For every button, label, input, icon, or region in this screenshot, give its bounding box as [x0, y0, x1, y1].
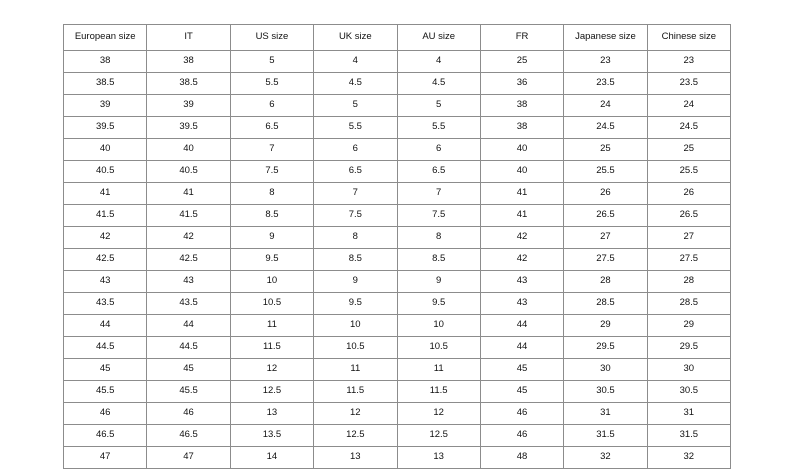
- table-cell: 38.5: [147, 73, 230, 95]
- table-cell: 12.5: [397, 425, 480, 447]
- table-cell: 27: [647, 227, 730, 249]
- table-cell: 42: [64, 227, 147, 249]
- table-cell: 8.5: [397, 249, 480, 271]
- table-cell: 12: [397, 403, 480, 425]
- table-cell: 45: [480, 381, 563, 403]
- size-conversion-table-container: [63, 24, 731, 469]
- table-row: [64, 73, 731, 95]
- table-row: [64, 205, 731, 227]
- table-cell: 23.5: [564, 73, 647, 95]
- table-cell: 46.5: [64, 425, 147, 447]
- table-cell: 29.5: [647, 337, 730, 359]
- table-cell: 31: [564, 403, 647, 425]
- table-cell: 26: [647, 183, 730, 205]
- table-cell: 23: [564, 51, 647, 73]
- table-cell: 46.5: [147, 425, 230, 447]
- table-cell: 4.5: [397, 73, 480, 95]
- table-cell: 38: [147, 51, 230, 73]
- table-cell: 9: [314, 271, 397, 293]
- table-cell: 45.5: [147, 381, 230, 403]
- table-cell: 31: [647, 403, 730, 425]
- table-cell: 10.5: [314, 337, 397, 359]
- table-cell: 4: [397, 51, 480, 73]
- table-cell: 10.5: [397, 337, 480, 359]
- table-cell: 28.5: [564, 293, 647, 315]
- table-row: [64, 271, 731, 293]
- table-cell: 5: [314, 95, 397, 117]
- table-cell: 7: [397, 183, 480, 205]
- table-cell: 7: [314, 183, 397, 205]
- table-row: [64, 403, 731, 425]
- table-cell: 46: [480, 425, 563, 447]
- table-cell: 43: [147, 271, 230, 293]
- table-row: [64, 337, 731, 359]
- column-header: UK size: [314, 25, 397, 51]
- table-cell: 7.5: [314, 205, 397, 227]
- table-cell: 38: [480, 117, 563, 139]
- table-cell: 41: [480, 183, 563, 205]
- table-cell: 30.5: [564, 381, 647, 403]
- table-cell: 14: [230, 447, 313, 469]
- table-cell: 25: [647, 139, 730, 161]
- table-cell: 6.5: [397, 161, 480, 183]
- column-header: Japanese size: [564, 25, 647, 51]
- table-row: [64, 139, 731, 161]
- table-cell: 26.5: [564, 205, 647, 227]
- table-cell: 44.5: [147, 337, 230, 359]
- table-cell: 9: [397, 271, 480, 293]
- table-cell: 40.5: [64, 161, 147, 183]
- table-cell: 40: [480, 139, 563, 161]
- table-cell: 25.5: [647, 161, 730, 183]
- table-cell: 38.5: [64, 73, 147, 95]
- table-cell: 39: [147, 95, 230, 117]
- table-cell: 42.5: [147, 249, 230, 271]
- table-cell: 25: [564, 139, 647, 161]
- table-row: [64, 183, 731, 205]
- table-cell: 46: [480, 403, 563, 425]
- table-cell: 5.5: [314, 117, 397, 139]
- table-cell: 42.5: [64, 249, 147, 271]
- table-cell: 6: [230, 95, 313, 117]
- table-row: [64, 359, 731, 381]
- table-row: [64, 95, 731, 117]
- table-cell: 6.5: [314, 161, 397, 183]
- table-cell: 29: [647, 315, 730, 337]
- table-row: [64, 315, 731, 337]
- table-cell: 29.5: [564, 337, 647, 359]
- table-cell: 24: [647, 95, 730, 117]
- table-row: [64, 249, 731, 271]
- table-row: [64, 381, 731, 403]
- table-cell: 44: [480, 337, 563, 359]
- table-cell: 48: [480, 447, 563, 469]
- table-cell: 10: [314, 315, 397, 337]
- table-cell: 40: [480, 161, 563, 183]
- table-cell: 5: [230, 51, 313, 73]
- table-cell: 24.5: [647, 117, 730, 139]
- table-row: [64, 293, 731, 315]
- column-header: US size: [230, 25, 313, 51]
- table-cell: 42: [480, 249, 563, 271]
- table-cell: 23.5: [647, 73, 730, 95]
- table-cell: 11.5: [314, 381, 397, 403]
- table-row: [64, 117, 731, 139]
- table-cell: 24.5: [564, 117, 647, 139]
- table-cell: 11.5: [397, 381, 480, 403]
- table-cell: 23: [647, 51, 730, 73]
- table-cell: 9.5: [397, 293, 480, 315]
- table-cell: 30: [647, 359, 730, 381]
- table-cell: 29: [564, 315, 647, 337]
- table-cell: 8.5: [230, 205, 313, 227]
- table-cell: 44: [480, 315, 563, 337]
- table-cell: 28: [564, 271, 647, 293]
- table-cell: 27.5: [647, 249, 730, 271]
- table-cell: 5.5: [397, 117, 480, 139]
- table-cell: 39.5: [64, 117, 147, 139]
- table-cell: 8: [230, 183, 313, 205]
- table-cell: 6: [397, 139, 480, 161]
- table-cell: 8.5: [314, 249, 397, 271]
- table-cell: 13: [230, 403, 313, 425]
- column-header: IT: [147, 25, 230, 51]
- table-cell: 9: [230, 227, 313, 249]
- table-cell: 46: [147, 403, 230, 425]
- table-cell: 8: [314, 227, 397, 249]
- table-cell: 43.5: [147, 293, 230, 315]
- table-cell: 6.5: [230, 117, 313, 139]
- column-header: Chinese size: [647, 25, 730, 51]
- table-cell: 10.5: [230, 293, 313, 315]
- table-cell: 45.5: [64, 381, 147, 403]
- table-cell: 32: [564, 447, 647, 469]
- table-cell: 38: [64, 51, 147, 73]
- table-cell: 40: [147, 139, 230, 161]
- table-cell: 28: [647, 271, 730, 293]
- table-header: [64, 25, 731, 51]
- table-cell: 6: [314, 139, 397, 161]
- table-cell: 7.5: [397, 205, 480, 227]
- table-cell: 13: [314, 447, 397, 469]
- table-cell: 5: [397, 95, 480, 117]
- table-cell: 9.5: [230, 249, 313, 271]
- table-cell: 43: [480, 293, 563, 315]
- column-header: European size: [64, 25, 147, 51]
- table-cell: 41.5: [64, 205, 147, 227]
- table-cell: 4.5: [314, 73, 397, 95]
- table-cell: 28.5: [647, 293, 730, 315]
- table-cell: 5.5: [230, 73, 313, 95]
- table-cell: 8: [397, 227, 480, 249]
- table-cell: 38: [480, 95, 563, 117]
- table-cell: 26: [564, 183, 647, 205]
- table-cell: 12: [230, 359, 313, 381]
- table-cell: 45: [480, 359, 563, 381]
- table-cell: 43.5: [64, 293, 147, 315]
- table-cell: 41: [64, 183, 147, 205]
- table-row: [64, 227, 731, 249]
- size-conversion-table: [63, 24, 731, 469]
- table-cell: 11: [397, 359, 480, 381]
- table-row: [64, 161, 731, 183]
- table-cell: 13: [397, 447, 480, 469]
- table-cell: 7: [230, 139, 313, 161]
- table-cell: 24: [564, 95, 647, 117]
- table-cell: 46: [64, 403, 147, 425]
- table-cell: 43: [480, 271, 563, 293]
- table-cell: 39.5: [147, 117, 230, 139]
- table-cell: 12.5: [230, 381, 313, 403]
- table-cell: 44.5: [64, 337, 147, 359]
- table-cell: 40: [64, 139, 147, 161]
- table-cell: 12: [314, 403, 397, 425]
- table-cell: 12.5: [314, 425, 397, 447]
- table-cell: 27: [564, 227, 647, 249]
- table-cell: 44: [64, 315, 147, 337]
- table-cell: 44: [147, 315, 230, 337]
- table-cell: 45: [64, 359, 147, 381]
- table-cell: 41.5: [147, 205, 230, 227]
- table-header-row: [64, 25, 731, 51]
- table-body: [64, 51, 731, 469]
- table-cell: 36: [480, 73, 563, 95]
- table-cell: 43: [64, 271, 147, 293]
- table-cell: 11.5: [230, 337, 313, 359]
- table-cell: 42: [480, 227, 563, 249]
- table-cell: 41: [480, 205, 563, 227]
- table-cell: 31.5: [647, 425, 730, 447]
- table-cell: 26.5: [647, 205, 730, 227]
- table-cell: 11: [230, 315, 313, 337]
- table-cell: 41: [147, 183, 230, 205]
- table-cell: 10: [230, 271, 313, 293]
- table-cell: 39: [64, 95, 147, 117]
- table-cell: 25: [480, 51, 563, 73]
- table-cell: 47: [147, 447, 230, 469]
- table-cell: 27.5: [564, 249, 647, 271]
- table-cell: 9.5: [314, 293, 397, 315]
- table-cell: 32: [647, 447, 730, 469]
- table-cell: 10: [397, 315, 480, 337]
- table-cell: 30: [564, 359, 647, 381]
- table-cell: 47: [64, 447, 147, 469]
- table-cell: 40.5: [147, 161, 230, 183]
- table-cell: 31.5: [564, 425, 647, 447]
- table-row: [64, 447, 731, 469]
- table-cell: 7.5: [230, 161, 313, 183]
- table-cell: 25.5: [564, 161, 647, 183]
- table-cell: 11: [314, 359, 397, 381]
- table-cell: 45: [147, 359, 230, 381]
- table-cell: 13.5: [230, 425, 313, 447]
- table-cell: 42: [147, 227, 230, 249]
- column-header: FR: [480, 25, 563, 51]
- table-row: [64, 51, 731, 73]
- table-cell: 30.5: [647, 381, 730, 403]
- table-row: [64, 425, 731, 447]
- column-header: AU size: [397, 25, 480, 51]
- table-cell: 4: [314, 51, 397, 73]
